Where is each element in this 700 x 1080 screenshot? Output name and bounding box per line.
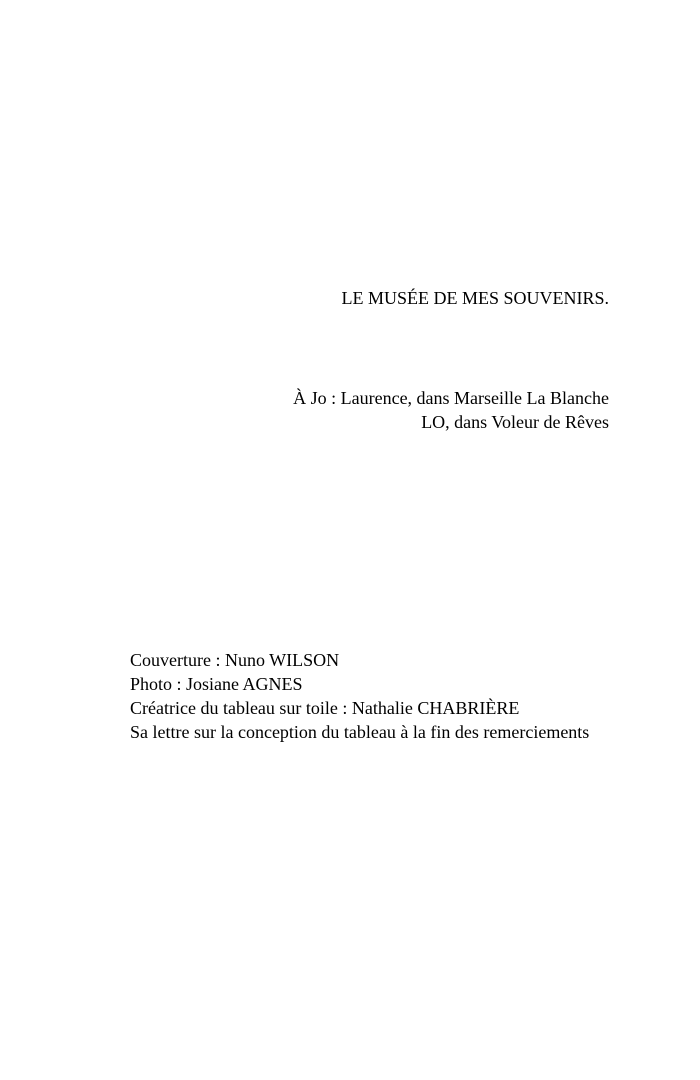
dedication — [293, 386, 609, 434]
credit-letter-note: Sa lettre sur la conception du tableau à la fin des remerciements — [130, 722, 590, 742]
credits — [109, 648, 609, 744]
dedication-line-1: À Jo : Laurence, dans Marseille La Blanche — [293, 388, 609, 408]
credit-painting: Créatrice du tableau sur toile : Nathalie CHABRIÈRE — [130, 698, 520, 718]
dedication-line-2: LO, dans Voleur de Rêves — [421, 412, 609, 432]
book-title: LE MUSÉE DE MES SOUVENIRS. — [341, 288, 609, 308]
credit-cover: Couverture : Nuno WILSON — [130, 650, 340, 670]
credit-photo: Photo : Josiane AGNES — [130, 674, 303, 694]
